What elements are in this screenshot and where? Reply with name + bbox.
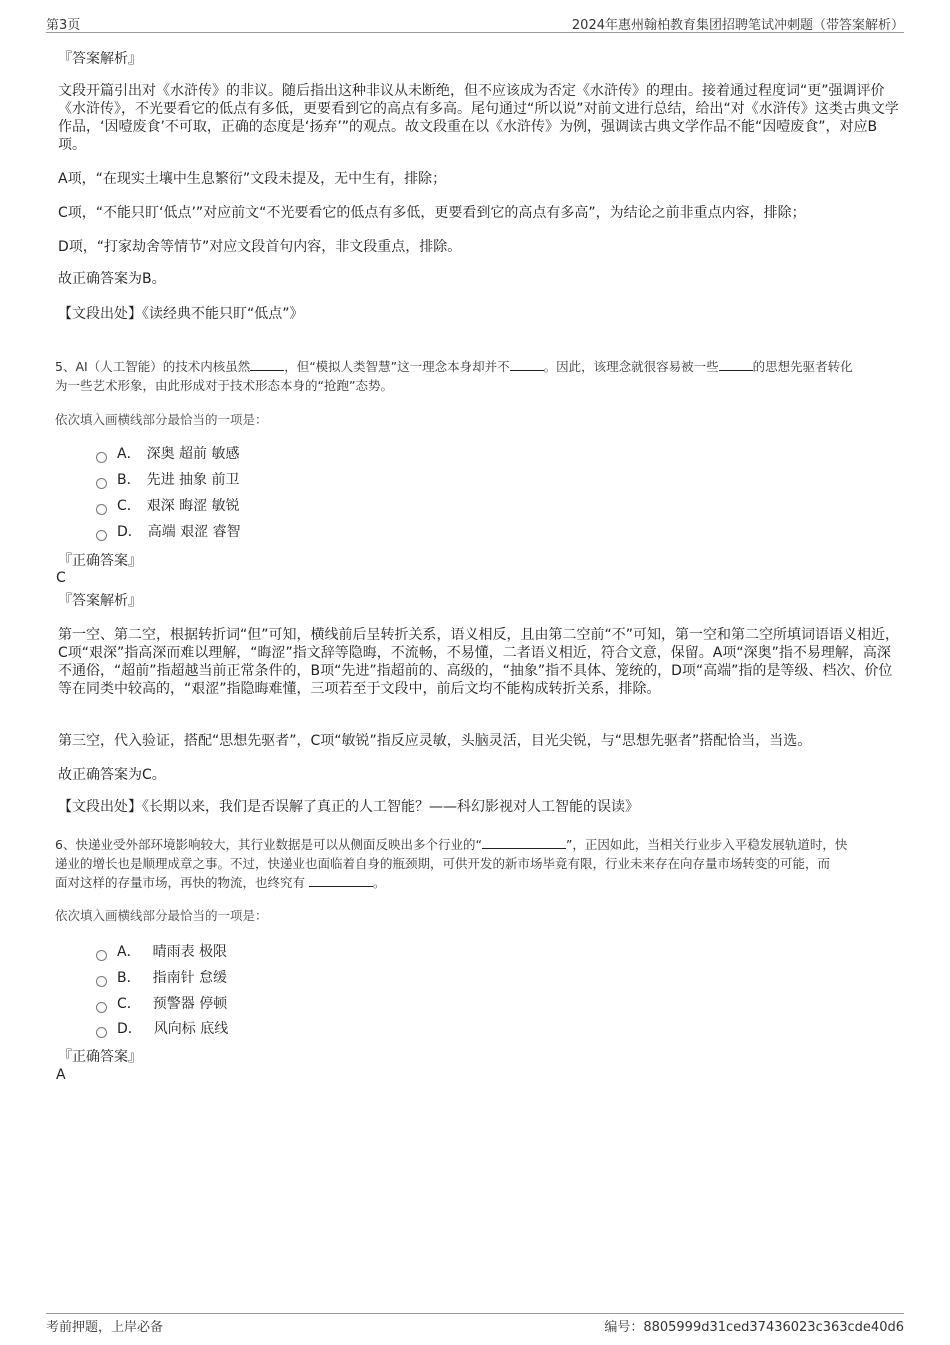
radio-icon[interactable] bbox=[96, 1027, 107, 1038]
analysis-paragraph: C项，“不能只盯‘低点’”对应前文“不光要看它的低点有多低，更要看到它的高点有多高”，为结论之前非重点内容，排除； bbox=[58, 205, 806, 221]
radio-icon[interactable] bbox=[96, 478, 107, 489]
radio-icon[interactable] bbox=[96, 1002, 107, 1013]
blank-line bbox=[510, 358, 544, 371]
radio-icon[interactable] bbox=[96, 950, 107, 961]
question-6-stem: 6、快递业受外部环境影响较大，其行业数据是可以从侧面反映出多个行业的“ ”，正因如此，当相关行业步入平稳发展轨道时，快 递业的增长也是顺理成章之事。不过，快递业也面临着自身的瓶颈期，可供开发的新市场毕竟有限，行业未来存在向存量市场转变的可能，而 面对这样的存量市场，再快的物流，也终究有 。 bbox=[55, 837, 848, 890]
answer-statement: 故正确答案为B。 bbox=[58, 271, 166, 287]
blank-line bbox=[719, 358, 753, 371]
answer-statement: 故正确答案为C。 bbox=[58, 767, 166, 783]
correct-answer: A bbox=[56, 1067, 66, 1083]
question-prompt: 依次填入画横线部分最恰当的一项是： bbox=[55, 908, 268, 923]
page-header bbox=[46, 14, 904, 33]
passage-source: 【文段出处】《读经典不能只盯“低点”》 bbox=[58, 306, 304, 322]
option-d[interactable]: D． 高端 艰涩 睿智 bbox=[96, 523, 241, 541]
correct-answer: C bbox=[56, 570, 66, 586]
correct-answer-label: 『正确答案』 bbox=[58, 553, 142, 569]
passage-source: 【文段出处】《长期以来，我们是否误解了真正的人工智能？——科幻影视对人工智能的误读》 bbox=[58, 799, 639, 815]
analysis-paragraph: A项，“在现实土壤中生息繁衍”文段未提及，无中生有，排除； bbox=[58, 171, 447, 187]
page-footer bbox=[46, 1313, 904, 1334]
document-title: 2024年惠州翰柏教育集团招聘笔试冲刺题（带答案解析） bbox=[571, 18, 904, 33]
option-a[interactable]: A． 晴雨表 极限 bbox=[96, 943, 227, 961]
radio-icon[interactable] bbox=[96, 530, 107, 541]
radio-icon[interactable] bbox=[96, 452, 107, 463]
radio-icon[interactable] bbox=[96, 976, 107, 987]
blank-line bbox=[250, 358, 284, 371]
correct-answer-label: 『正确答案』 bbox=[58, 1049, 142, 1065]
analysis-paragraph: 文段开篇引出对《水浒传》的非议。随后指出这种非议从未断绝，但不应该成为否定《水浒传》的理由。接着通过程度词“更”强调评价《水浒传》，不光要看它的低点有多低，更要看到它的高点有多高。尾句通过“所以说”对前文进行总结，给出“对《水浒传》这类古典文学作品，‘因噎废食’不可取，正确的态度是‘扬弃’”的观点。故文段重在以《水浒传》为例，强调读古典文学作品不能“因噎废食”，对应B项。 bbox=[58, 83, 899, 153]
analysis-paragraph: D项，“打家劫舍等情节”对应文段首句内容，非文段重点，排除。 bbox=[58, 239, 462, 255]
analysis-label: 『答案解析』 bbox=[58, 593, 142, 609]
radio-icon[interactable] bbox=[96, 504, 107, 515]
analysis-paragraph: 第三空，代入验证，搭配“思想先驱者”，C项“敏锐”指反应灵敏，头脑灵活，目光尖锐，与“思想先驱者”搭配恰当，当选。 bbox=[58, 733, 812, 749]
option-c[interactable]: C． 艰深 晦涩 敏锐 bbox=[96, 497, 240, 515]
question-prompt: 依次填入画横线部分最恰当的一项是： bbox=[55, 412, 268, 427]
document-serial: 编号：8805999d31ced37436023c363cde40d6 bbox=[604, 1320, 904, 1335]
footer-slogan: 考前押题，上岸必备 bbox=[46, 1320, 164, 1335]
question-5-stem: 5、AI（人工智能）的技术内核虽然 ，但“模拟人类智慧”这一理念本身却并不 。因此，该理念就很容易被一些 的思想先驱者转化 为一些艺术形象，由此形成对于技术形态本身的“抢跑”态势。 bbox=[55, 359, 853, 393]
option-b[interactable]: B． 先进 抽象 前卫 bbox=[96, 471, 240, 489]
blank-line bbox=[309, 874, 373, 887]
page-number: 第3页 bbox=[46, 18, 81, 33]
analysis-paragraph: 第一空、第二空，根据转折词“但”可知，横线前后呈转折关系，语义相反，且由第二空前“不”可知，第一空和第二空所填词语语义相近，C项“艰深”指高深而难以理解，“晦涩”指文辞等隐晦，不流畅，不易懂，二者语义相近，符合文意，保留。A项“深奥”指不易理解，高深不通俗，“超前”指超越当前正常条件的，B项“先进”指超前的、高级的，“抽象”指不具体、笼统的，D项“高端”指的是等级、档次、价位等在同类中较高的，“艰涩”指隐晦难懂，三项若至于文段中，前后文均不能构成转折关系，排除。 bbox=[58, 627, 900, 697]
blank-line bbox=[482, 836, 566, 849]
analysis-label: 『答案解析』 bbox=[58, 51, 142, 67]
option-c[interactable]: C． 预警器 停顿 bbox=[96, 995, 227, 1013]
option-a[interactable]: A． 深奥 超前 敏感 bbox=[96, 445, 239, 463]
option-d[interactable]: D． 风向标 底线 bbox=[96, 1020, 228, 1038]
option-b[interactable]: B． 指南针 怠缓 bbox=[96, 969, 227, 987]
